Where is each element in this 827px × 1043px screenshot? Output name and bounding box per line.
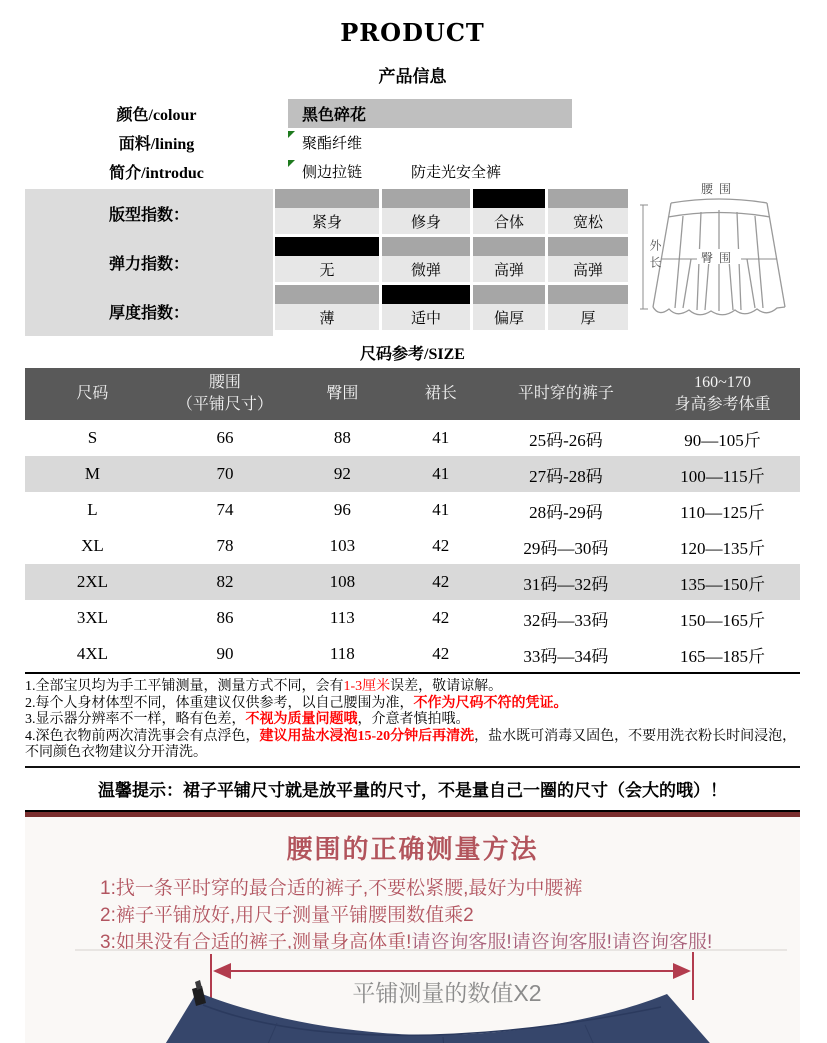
scale-option: 紧身 [275,208,379,234]
col-weight: 160~170 身高参考体重 [645,368,800,420]
scale-option: 适中 [382,304,470,330]
col-length: 裙长 [395,368,487,420]
intro-value-1: 侧边拉链 [302,165,363,181]
scale-bar [548,237,628,256]
diagram-waist-label: 腰围 [700,182,738,196]
intro-value-2: 防走光安全裤 [411,165,502,181]
scale-bar [275,285,379,304]
scale-bar [548,189,628,208]
scale-bar [473,285,545,304]
page-title: PRODUCT [340,18,485,47]
arrow-label: 平铺测量的数值X2 [352,979,542,1006]
diagram-outer-length-label: 外长 [648,239,662,273]
table-row: 2XL 82 108 42 31码—32码 135—150斤 [25,564,800,600]
note-2: 2.每个人身材体型不同，体重建议仅供参考，以自己腰围为准，不作为尺码不符的凭证。 [25,695,568,711]
table-row: 4XL 90 118 42 33码—34码 165—185斤 [76,644,765,666]
guide-step-1: 1:找一条平时穿的最合适的裤子,不要松紧腰,最好为中腰裤 [100,877,583,899]
cell-corner-marker-icon [288,160,295,167]
index-section [25,182,800,336]
index-labels [25,189,273,336]
thickness-index-label: 厚度指数： [108,305,189,322]
note-4: 4.深色衣物前两次清洗事会有点浮色，建议用盐水浸泡15-20分钟后再清洗，盐水既可消毒又固色，不要用洗衣粉长时间浸泡，不同颜色衣物建议分开清洗。 [25,728,797,760]
lining-value: 聚酯纤维 [302,136,363,152]
scale-bar [275,237,379,256]
scale-option: 修身 [382,208,470,234]
scale-option: 宽松 [548,208,628,234]
diagram-hip-label: 臀围 [700,251,738,265]
table-row: XL 78 103 42 29码—30码 120—135斤 [81,536,765,558]
measure-guide-title: 腰围的正确测量方法 [286,833,539,864]
measure-guide-image [25,817,800,1043]
scale-bar [473,189,545,208]
table-row: L 74 96 41 28码-29码 110—125斤 [87,500,765,522]
scale-option: 无 [275,256,379,282]
colour-value: 黑色碎花 [288,99,572,128]
fit-index-label: 版型指数： [108,207,189,224]
table-row: 3XL 86 113 42 32码—33码 150—165斤 [76,608,765,630]
intro-label: 简介/introduc [109,165,204,182]
size-table [25,368,800,674]
lining-label: 面料/lining [118,136,195,153]
reminder-banner: 温馨提示：裙子平铺尺寸就是放平量的尺寸，不是量自己一圈的尺寸（会大的哦）！ [25,766,800,812]
note-3: 3.显示器分辨率不一样，略有色差，不视为质量问题哦，介意者慎拍哦。 [25,712,470,727]
index-row-2 [275,285,628,330]
scale-bar [275,189,379,208]
scale-option: 厚 [548,304,628,330]
guide-step-2: 2:裤子平铺放好,用尺子测量平铺腰围数值乘2 [100,904,474,926]
info-row-lining [25,128,800,157]
arrow-right-head-icon [673,963,691,979]
scale-bar [382,237,470,256]
size-table-header-row [25,368,800,420]
scale-option: 高弹 [548,256,628,282]
page-subtitle: 产品信息 [378,67,447,86]
scale-option: 高弹 [473,256,545,282]
product-info-rows [25,99,800,186]
scale-bar [548,285,628,304]
skirt-measure-diagram [638,179,800,336]
cell-corner-marker-icon [288,131,295,138]
colour-label: 颜色/colour [116,107,197,124]
waistband-photo [25,944,800,1043]
note-1: 1.全部宝贝均为手工平铺测量，测量方式不同，会有1-3厘米误差，敬请谅解。 [25,679,503,694]
table-row: S 66 88 41 25码-26码 90—105斤 [87,428,761,450]
scale-bar [382,285,470,304]
content-column [25,0,800,1043]
scale-option: 薄 [275,304,379,330]
arrow-left-head-icon [213,963,231,979]
index-row-1 [275,237,628,282]
stretch-index-label: 弹力指数： [108,256,189,273]
scale-option: 微弹 [382,256,470,282]
col-waist: 腰围 （平铺尺寸） [160,368,290,420]
info-row-colour [25,99,800,128]
table-row: M 70 92 41 27码-28码 100—115斤 [25,456,800,492]
size-section-title: 尺码参考/SIZE [360,346,465,363]
scale-bar [473,237,545,256]
col-pants: 平时穿的裤子 [487,368,645,420]
guide-step-3: 3:如果没有合适的裤子,测量身高体重!请咨询客服!请咨询客服!请咨询客服! [100,931,713,953]
index-row-0 [275,189,628,234]
scale-option: 偏厚 [473,304,545,330]
notes-list [25,674,800,762]
scale-option: 合体 [473,208,545,234]
col-hip: 臀围 [290,368,395,420]
scale-bar [382,189,470,208]
col-size: 尺码 [25,368,160,420]
